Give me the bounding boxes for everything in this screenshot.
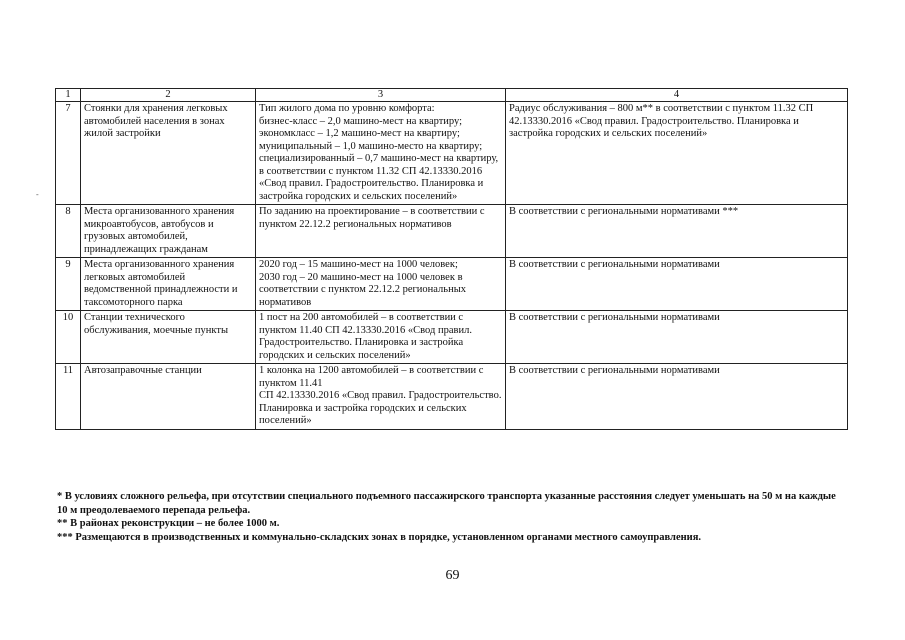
row-number: 7 [56,102,81,205]
requirement-cell: 1 пост на 200 автомобилей – в соответствии с пунктом 11.40 СП 42.13330.2016 «Свод правил. Градостроительство. Планировка и застройка городских и сельских поселений» [256,311,506,364]
footnotes [57,490,847,544]
object-cell: Места организованного хранения микроавтобусов, автобусов и грузовых автомобилей, принадлежащих гражданам [81,205,256,258]
row-number: 8 [56,205,81,258]
table-row [56,364,848,430]
row-number: 11 [56,364,81,430]
page-number: 69 [445,568,460,583]
accessibility-cell: Радиус обслуживания – 800 м** в соответствии с пунктом 11.32 СП 42.13330.2016 «Свод правил. Градостроительство. Планировка и застройка городских и сельских поселений» [506,102,848,205]
margin-mark: - [36,190,39,199]
norms-table [55,88,848,430]
requirement-cell: По заданию на проектирование – в соответствии с пунктом 22.12.2 региональных нормативов [256,205,506,258]
table-row [56,311,848,364]
header-col-3: 3 [256,89,506,102]
requirement-cell: 2020 год – 15 машино-мест на 1000 человек; 2030 год – 20 машино-мест на 1000 человек в соответствии с пунктом 22.12.2 региональных нормативов [256,258,506,311]
header-col-1: 1 [56,89,81,102]
table-row [56,258,848,311]
object-cell: Станции технического обслуживания, моечные пункты [81,311,256,364]
footnote-3: *** Размещаются в производственных и коммунально-складских зонах в порядке, установленном органами местного самоуправления. [57,531,702,543]
accessibility-cell: В соответствии с региональными нормативами [506,258,848,311]
footnote-1: * В условиях сложного рельефа, при отсутствии специального подъемного пассажирского транспорта указанные расстояния следует уменьшать на 50 м на каждые 10 м преодолеваемого перепада рельефа. [57,491,836,516]
header-row [56,89,848,102]
object-cell: Автозаправочные станции [81,364,256,430]
footnote-2: ** В районах реконструкции – не более 1000 м. [57,518,280,529]
accessibility-cell: В соответствии с региональными нормативами [506,311,848,364]
table-row [56,102,848,205]
object-cell: Стоянки для хранения легковых автомобилей населения в зонах жилой застройки [81,102,256,205]
row-number: 9 [56,258,81,311]
header-col-2: 2 [81,89,256,102]
requirement-cell: Тип жилого дома по уровню комфорта: бизнес-класс – 2,0 машино-мест на квартиру; экономкласс – 1,2 машино-мест на квартиру; муниципальный – 1,0 машино-место на квартиру; специализированный – 0,7 машино-мест на квартиру, в соответствии с пунктом 11.32 СП 42.13330.2016 «Свод правил. Градостроительство. Планировка и застройка городских и сельских поселений» [256,102,506,205]
requirement-cell: 1 колонка на 1200 автомобилей – в соответствии с пунктом 11.41 СП 42.13330.2016 «Свод правил. Градостроительство. Планировка и застройка городских и сельских поселений» [256,364,506,430]
row-number: 10 [56,311,81,364]
table-row [56,205,848,258]
header-col-4: 4 [506,89,848,102]
object-cell: Места организованного хранения легковых автомобилей ведомственной принадлежности и таксомоторного парка [81,258,256,311]
accessibility-cell: В соответствии с региональными нормативами [506,364,848,430]
accessibility-cell: В соответствии с региональными нормативами *** [506,205,848,258]
